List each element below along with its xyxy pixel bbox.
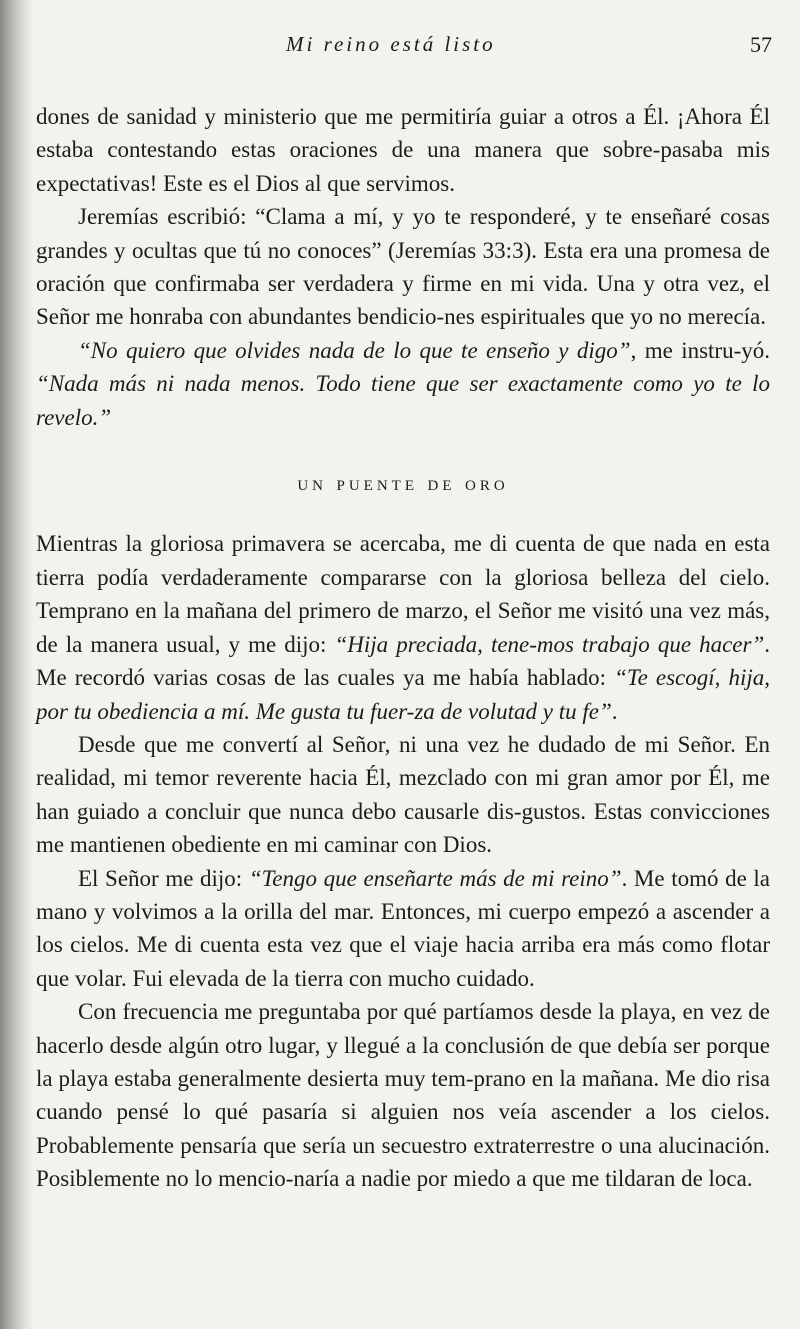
italic-quote: “Tengo que enseñarte más de mi reino” <box>248 865 622 891</box>
book-gutter-shadow <box>0 0 34 1329</box>
body-text <box>36 100 770 1196</box>
paragraph-text: . Me tomó de la mano y volvimos a la orilla del mar. Entonces, mi cuerpo empezó a ascender a los cielos. Me di cuenta esta vez que el viaje hacia arriba era más como flotar que volar. Fui elevada de la tierra con mucho cuidado. <box>36 865 771 991</box>
quote-paragraph <box>36 334 770 434</box>
paragraph <box>36 862 770 996</box>
italic-quote: “No quiero que olvides nada de lo que te enseño y digo” <box>78 337 631 363</box>
paragraph <box>36 527 770 727</box>
paragraph-text: El Señor me dijo: <box>78 865 249 891</box>
paragraph-text: , me instru-yó. <box>630 337 770 363</box>
paragraph-text: . <box>611 698 618 724</box>
paragraph: dones de sanidad y ministerio que me permitiría guiar a otros a Él. ¡Ahora Él estaba contestando estas oraciones de una manera que sobre-pasaba mis expectativas! Este es el Dios al que servimos. <box>36 104 770 196</box>
italic-quote: “Nada más ni nada menos. Todo tiene que ser exactamente como yo te lo revelo.” <box>36 371 770 430</box>
italic-quote: “Hija preciada, tene-mos trabajo que hacer” <box>334 631 765 657</box>
paragraph: Con frecuencia me preguntaba por qué partíamos desde la playa, en vez de hacerlo desde algún otro lugar, y llegué a la conclusión de que debía ser porque la playa estaba generalmente desierta muy tem-prano en la mañana. Me dio risa cuando pensé lo qué pasaría si alguien nos veía ascender a los cielos. Probablemente pensaría que sería un secuestro extraterrestre o una alucinación. Posiblemente no lo mencio-naría a nadie por miedo a que me tildaran de loca. <box>36 999 770 1192</box>
paragraph: Jeremías escribió: “Clama a mí, y yo te responderé, y te enseñaré cosas grandes y ocultas que tú no conoces” (Jeremías 33:3). Esta era una promesa de oración que confirmaba ser verdadera y firme en mi vida. Una y otra vez, el Señor me honraba con abundantes bendicio-nes espirituales que yo no merecía. <box>36 204 770 330</box>
section-title: un puente de oro <box>297 470 509 496</box>
paragraph: Desde que me convertí al Señor, ni una vez he dudado de mi Señor. En realidad, mi temor reverente hacia Él, mezclado con mi gran amor por Él, me han guiado a concluir que nunca debo causarle dis-gustos. Estas convicciones me mantienen obediente en mi caminar con Dios. <box>36 731 770 858</box>
page-number: 57 <box>750 32 772 57</box>
running-title: Mi reino está listo <box>286 32 496 56</box>
paragraph-text: Mientras la gloriosa primavera se acercaba, me di cuenta de que nada en esta tierra podía verdaderamente compararse con la gloriosa belleza del cielo. Temprano en la mañana del primero de marzo, el Señor me visitó una vez más, de la manera usual, y me dijo: <box>36 531 770 657</box>
italic-quote: “Te escogí, hija, por tu obediencia a mí. Me gusta tu fuer-za de volutad y tu fe” <box>36 665 770 724</box>
paragraph-text: . Me recordó varias cosas de las cuales ya me había hablado: <box>36 631 770 691</box>
running-head <box>36 32 780 62</box>
book-page <box>36 0 780 1329</box>
